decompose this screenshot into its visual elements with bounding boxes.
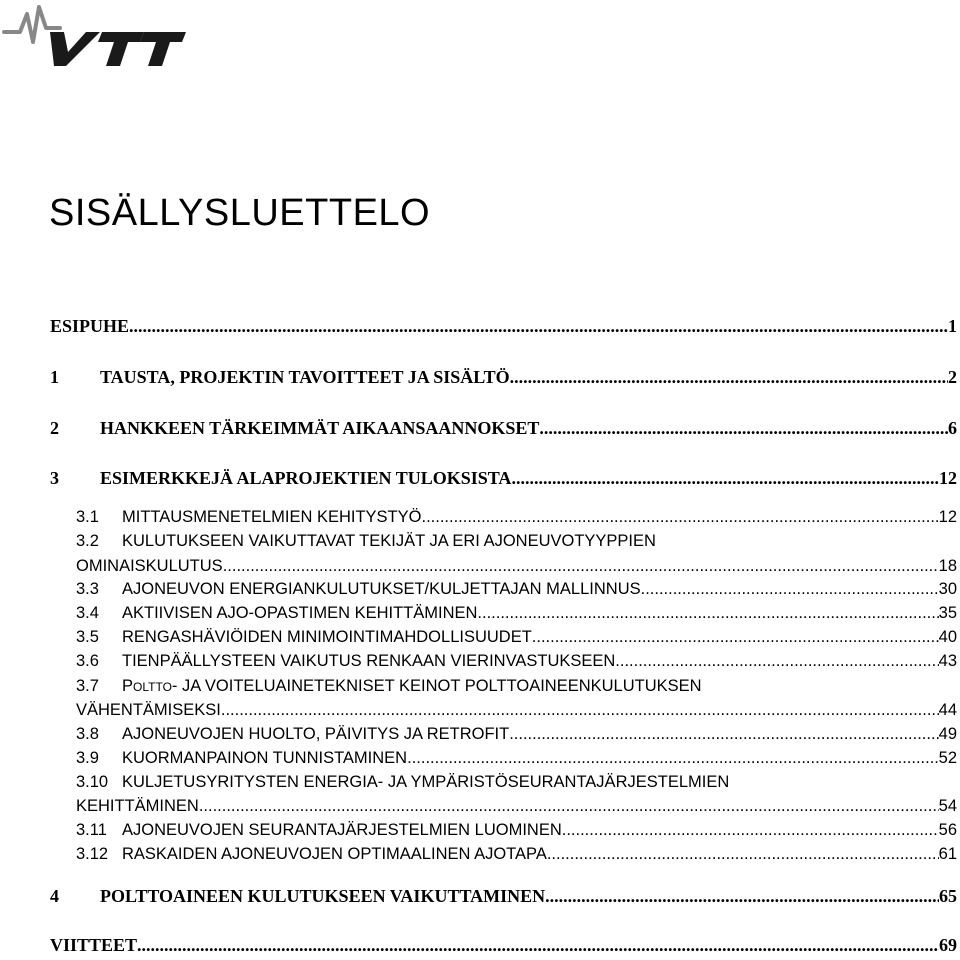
toc-leader xyxy=(421,508,938,527)
toc-entry-number: 2 xyxy=(50,418,59,438)
toc-leader xyxy=(477,604,938,623)
vtt-logo xyxy=(2,2,188,68)
toc-entry-number: 3.9 xyxy=(76,749,99,767)
toc-entry-label: KULJETUSYRITYSTEN ENERGIA- JA YMPÄRISTÖSEURANTAJÄRJESTELMIEN xyxy=(122,773,730,791)
toc-leader xyxy=(641,580,939,599)
toc-leader xyxy=(129,316,948,337)
toc-entry-number: 3.12 xyxy=(76,845,109,863)
toc-entry-label: ESIPUHE xyxy=(50,316,130,336)
toc-entry-3-7[interactable] xyxy=(50,677,957,696)
toc-leader xyxy=(137,935,939,956)
toc-entry-3-11[interactable] xyxy=(50,821,957,840)
toc-entry-ch4[interactable] xyxy=(50,886,957,907)
toc-page-number: 2 xyxy=(948,367,957,387)
toc-leader xyxy=(510,367,948,388)
toc-entry-ch3[interactable] xyxy=(50,468,957,489)
toc-leader xyxy=(545,886,939,907)
toc-page-number: 30 xyxy=(938,580,957,598)
toc-entry-label: TAUSTA, PROJEKTIN TAVOITTEET JA SISÄLTÖ xyxy=(100,367,510,387)
toc-entry-3-9[interactable] xyxy=(50,749,957,768)
toc-entry-label-continued: VÄHENTÄMISEKSI xyxy=(76,701,221,719)
toc-page-number: 35 xyxy=(938,604,957,622)
toc-entry-label: RENGASHÄVIÖIDEN MINIMOINTIMAHDOLLISUUDET xyxy=(122,628,532,646)
toc-leader xyxy=(532,628,939,647)
toc-entry-number: 3.10 xyxy=(76,773,109,791)
toc-page-number: 6 xyxy=(948,418,957,438)
toc-page-number: 40 xyxy=(938,628,957,646)
toc-entry-3-2-continued[interactable] xyxy=(50,557,957,576)
toc-entry-label-continued: KEHITTÄMINEN xyxy=(76,797,199,815)
toc-label-rest: - JA VOITELUAINETEKNISET KEINOT POLTTOAINEENKULUTUKSEN xyxy=(171,677,702,695)
toc-entry-label: ESIMERKKEJÄ ALAPROJEKTIEN TULOKSISTA xyxy=(100,468,512,488)
toc-entry-3-10-continued[interactable] xyxy=(50,797,957,816)
toc-entry-number: 4 xyxy=(50,886,59,906)
toc-entry-number: 3.8 xyxy=(76,725,99,743)
toc-entry-number: 3.4 xyxy=(76,604,99,622)
toc-entry-3-5[interactable] xyxy=(50,628,957,647)
toc-entry-3-4[interactable] xyxy=(50,604,957,623)
toc-label-initial: P xyxy=(122,677,134,695)
toc-page-number: 61 xyxy=(938,845,957,863)
toc-entry-number: 3.7 xyxy=(76,677,99,695)
toc-page-number: 12 xyxy=(939,468,957,488)
toc-page-number: 49 xyxy=(938,725,957,743)
toc-leader xyxy=(511,468,939,489)
toc-leader xyxy=(407,749,939,768)
toc-entry-number: 3.11 xyxy=(76,821,107,839)
toc-entry-3-1[interactable] xyxy=(50,508,957,527)
toc-entry-esipuhe[interactable] xyxy=(50,316,957,337)
toc-page-number: 69 xyxy=(939,935,957,955)
toc-page-number: 18 xyxy=(938,557,957,575)
toc-page-number: 65 xyxy=(939,886,957,906)
toc-page-number: 12 xyxy=(938,508,957,526)
toc-entry-label: AJONEUVOJEN HUOLTO, PÄIVITYS JA RETROFIT xyxy=(122,725,510,743)
toc-entry-label: POLTTOAINEEN KULUTUKSEEN VAIKUTTAMINEN xyxy=(100,886,546,906)
toc-page-number: 56 xyxy=(938,821,957,839)
toc-leader xyxy=(562,821,939,840)
toc-entry-number: 3 xyxy=(50,468,59,488)
toc-entry-3-3[interactable] xyxy=(50,580,957,599)
toc-entry-viitteet[interactable] xyxy=(50,935,957,956)
toc-page-number: 44 xyxy=(938,701,957,719)
toc-entry-3-8[interactable] xyxy=(50,725,957,744)
toc-entry-number: 3.3 xyxy=(76,580,99,598)
toc-label-small-caps: OLTTO xyxy=(133,680,172,694)
toc-leader xyxy=(547,845,939,864)
vtt-logo-icon xyxy=(2,2,188,68)
toc-leader xyxy=(539,418,948,439)
toc-leader xyxy=(509,725,938,744)
toc-entry-label xyxy=(122,677,702,696)
toc-entry-number: 3.1 xyxy=(76,508,99,526)
toc-entry-number: 3.6 xyxy=(76,652,99,670)
toc-entry-label: AKTIIVISEN AJO-OPASTIMEN KEHITTÄMINEN xyxy=(122,604,478,622)
toc-entry-label-continued: OMINAISKULUTUS xyxy=(76,557,223,575)
toc-entry-3-6[interactable] xyxy=(50,652,957,671)
toc-entry-ch1[interactable] xyxy=(50,367,957,388)
toc-leader xyxy=(223,557,939,576)
page-title: SISÄLLYSLUETTELO xyxy=(49,192,431,234)
toc-entry-ch2[interactable] xyxy=(50,418,957,439)
toc-page-number: 52 xyxy=(938,749,957,767)
toc-entry-label: TIENPÄÄLLYSTEEN VAIKUTUS RENKAAN VIERINVASTUKSEEN xyxy=(122,652,616,670)
toc-entry-label: MITTAUSMENETELMIEN KEHITYSTYÖ xyxy=(122,508,422,526)
toc-leader xyxy=(615,652,938,671)
toc-entry-label: RASKAIDEN AJONEUVOJEN OPTIMAALINEN AJOTAPA xyxy=(122,845,547,863)
toc-entry-label: KUORMANPAINON TUNNISTAMINEN xyxy=(122,749,408,767)
toc-page-number: 1 xyxy=(948,316,957,336)
toc-entry-3-10[interactable] xyxy=(50,773,957,792)
toc-entry-label: KULUTUKSEEN VAIKUTTAVAT TEKIJÄT JA ERI AJONEUVOTYYPPIEN xyxy=(122,532,656,550)
toc-page-number: 43 xyxy=(938,652,957,670)
toc-entry-number: 3.2 xyxy=(76,532,99,550)
toc-entry-number: 1 xyxy=(50,367,59,387)
toc-entry-3-2[interactable] xyxy=(50,532,957,551)
toc-entry-number: 3.5 xyxy=(76,628,99,646)
toc-entry-3-7-continued[interactable] xyxy=(50,701,957,720)
toc-page-number: 54 xyxy=(938,797,957,815)
toc-entry-label: AJONEUVOJEN SEURANTAJÄRJESTELMIEN LUOMINEN xyxy=(122,821,562,839)
toc-leader xyxy=(221,701,939,720)
toc-entry-label: VIITTEET xyxy=(50,935,138,955)
toc-entry-label: AJONEUVON ENERGIANKULUTUKSET/KULJETTAJAN MALLINNUS xyxy=(122,580,641,598)
toc-entry-3-12[interactable] xyxy=(50,845,957,864)
toc-entry-label: HANKKEEN TÄRKEIMMÄT AIKAANSAANNOKSET xyxy=(100,418,540,438)
toc-leader xyxy=(199,797,939,816)
